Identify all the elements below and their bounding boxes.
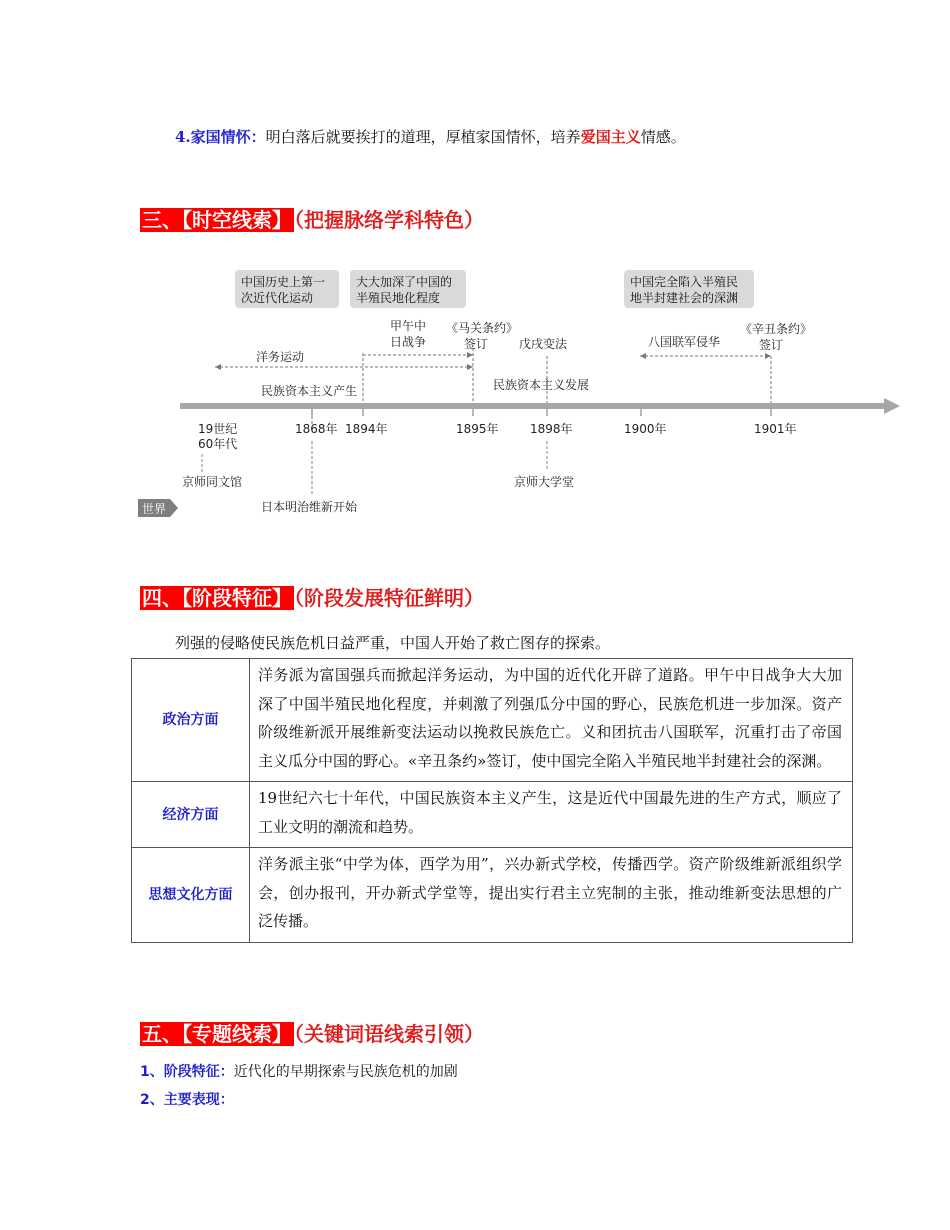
goal-4-line	[175, 126, 686, 147]
year-1868: 1868年	[295, 422, 338, 436]
section-5-item-2	[140, 1089, 234, 1109]
svg-text:半殖民地化程度: 半殖民地化程度	[356, 291, 441, 305]
svg-text:中国完全陷入半殖民: 中国完全陷入半殖民	[630, 275, 739, 289]
year-1895: 1895年	[456, 422, 499, 436]
event-eight-nation: 八国联军侵华	[648, 335, 721, 349]
section-3-heading	[140, 206, 484, 234]
section-3-title: 三、【时空线索】	[142, 208, 292, 232]
year-1901: 1901年	[754, 422, 797, 436]
axis-arrowhead	[884, 398, 900, 414]
goal-4-text-b: 情感。	[640, 128, 686, 146]
stage-feature-table	[131, 658, 853, 943]
item-1-label: 1、阶段特征：	[140, 1064, 234, 1080]
svg-text:大大加深了中国的: 大大加深了中国的	[356, 275, 453, 289]
section-4-heading	[140, 584, 484, 612]
row-label-economy: 经济方面	[132, 782, 250, 848]
row-content-economy: 19世纪六七十年代，中国民族资本主义产生，这是近代中国最先进的生产方式，顺应了工业文明的潮流和趋势。	[250, 782, 853, 848]
callout-westernization	[235, 270, 339, 308]
section-5-item-1	[140, 1061, 458, 1081]
section-5-subtitle: （关键词语线索引领）	[294, 1022, 484, 1046]
year-1894: 1894年	[345, 422, 388, 436]
row-label-culture: 思想文化方面	[132, 848, 250, 943]
event-reform-1898: 戊戌变法	[519, 337, 568, 351]
goal-4-highlight: 爱国主义	[580, 128, 641, 146]
svg-text:中国历史上第一: 中国历史上第一	[241, 275, 326, 289]
span-capitalism-develop: 民族资本主义发展	[493, 378, 590, 392]
svg-text:地半封建社会的深渊: 地半封建社会的深渊	[630, 291, 739, 305]
section-5-title: 五、【专题线索】	[142, 1022, 292, 1046]
event-treaty-1901-l2: 签订	[759, 338, 784, 352]
event-war-1894-l2: 日战争	[390, 335, 427, 349]
row-label-politics: 政治方面	[132, 659, 250, 782]
timeline-diagram	[138, 258, 908, 528]
event-treaty-1901-l1: 《辛丑条约》	[740, 322, 813, 336]
table-row	[132, 848, 853, 943]
goal-4-text-a: 明白落后就要挨打的道理，厚植家国情怀，培养	[265, 128, 581, 146]
table-row	[132, 659, 853, 782]
year-1898: 1898年	[530, 422, 573, 436]
section-5-heading	[140, 1020, 484, 1048]
span-westernization: 洋务运动	[256, 350, 305, 364]
event-war-1894-l1: 甲午中	[390, 319, 427, 333]
event-tongwenguan: 京师同文馆	[182, 475, 243, 489]
callout-complete-semicolonial	[624, 270, 754, 308]
section-4-intro: 列强的侵略使民族危机日益严重，中国人开始了救亡图存的探索。	[175, 634, 611, 652]
goal-4-label: 4.家国情怀：	[175, 128, 266, 146]
span-capitalism-emerge: 民族资本主义产生	[261, 384, 358, 398]
row-content-culture: 洋务派主张“中学为体，西学为用”，兴办新式学校，传播西学。资产阶级维新派组织学会，创办报刊，开办新式学堂等，提出实行君主立宪制的主张，推动维新变法思想的广泛传播。	[250, 848, 853, 943]
year-1900: 1900年	[624, 422, 667, 436]
item-1-text: 近代化的早期探索与民族危机的加剧	[233, 1064, 458, 1080]
item-2-label: 2、主要表现：	[140, 1092, 234, 1108]
timeline-svg	[138, 258, 908, 528]
row-content-politics: 洋务派为富国强兵而掀起洋务运动，为中国的近代化开辟了道路。甲午中日战争大大加深了中国半殖民地化程度，并刺激了列强瓜分中国的野心，民族危机进一步加深。资产阶级维新派开展维新变法运动以挽救民族危亡。义和团抗击八国联军，沉重打击了帝国主义瓜分中国的野心。«辛丑条约»签订，使中国完全陷入半殖民地半封建社会的深渊。	[250, 659, 853, 782]
year-1860s-l1: 19世纪	[198, 422, 238, 436]
section-4-subtitle: （阶段发展特征鲜明）	[294, 586, 484, 610]
event-treaty-1895-l1: 《马关条约》	[446, 321, 519, 335]
section-4-title: 四、【阶段特征】	[142, 586, 292, 610]
table-row	[132, 782, 853, 848]
callout-semicolonial	[350, 270, 466, 308]
world-tag	[138, 499, 178, 517]
event-meiji: 日本明治维新开始	[261, 500, 358, 514]
event-treaty-1895-l2: 签订	[464, 337, 489, 351]
section-3-subtitle: （把握脉络学科特色）	[294, 208, 484, 232]
year-1860s-l2: 60年代	[198, 437, 238, 451]
svg-text:世界: 世界	[142, 502, 167, 516]
svg-text:次近代化运动: 次近代化运动	[241, 291, 314, 305]
event-university: 京师大学堂	[514, 475, 575, 489]
